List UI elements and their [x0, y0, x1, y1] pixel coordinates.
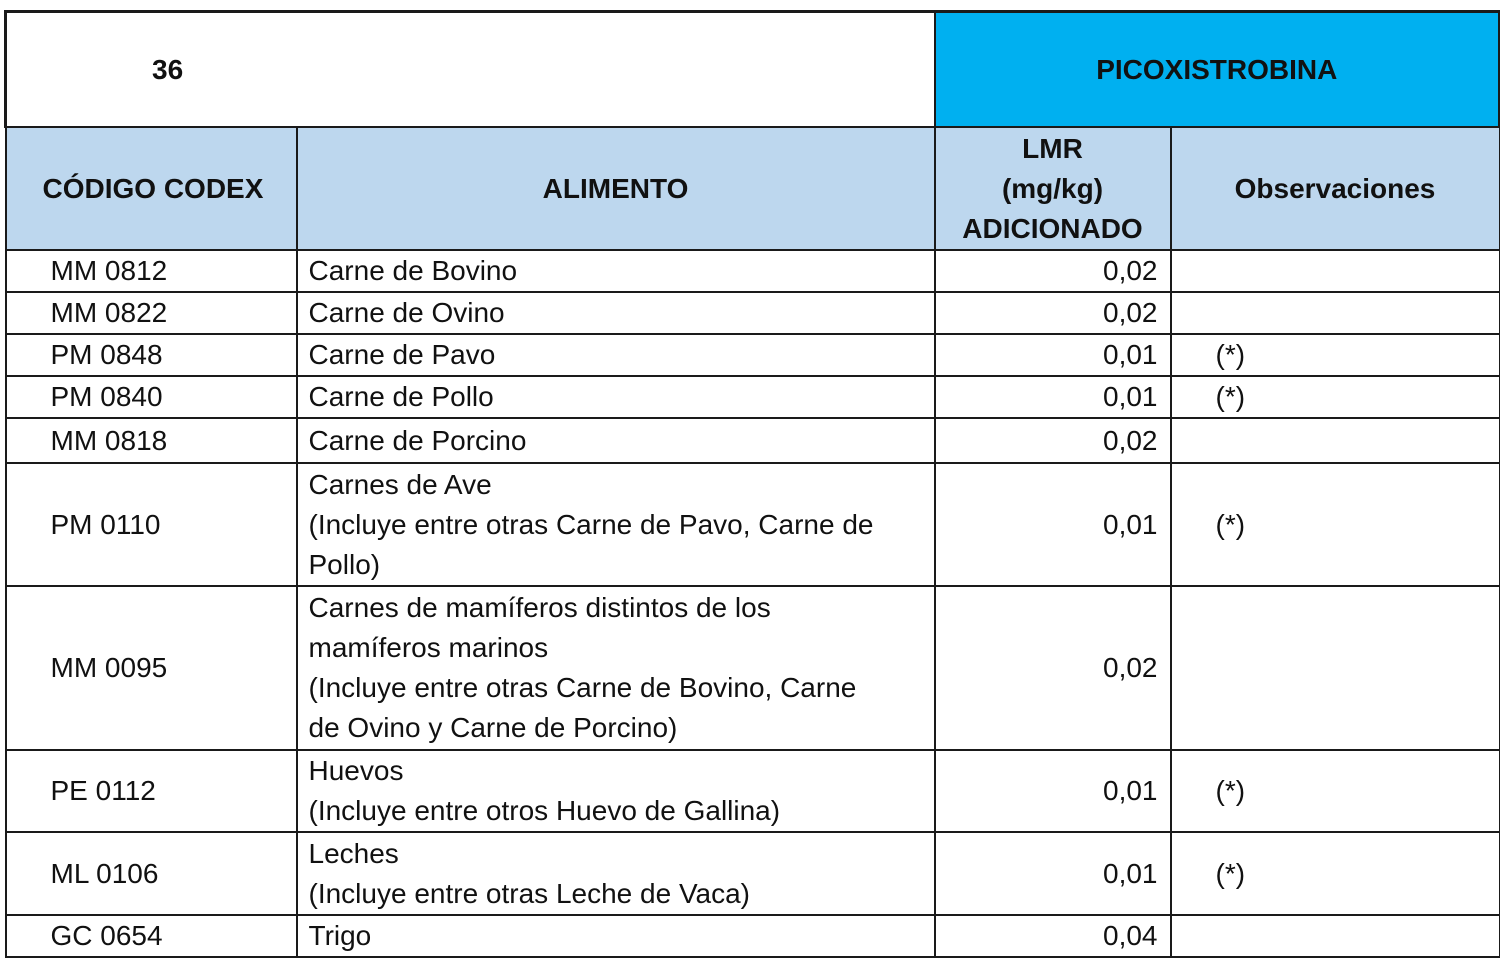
table-row: [6, 586, 1500, 750]
observation-cell: [1171, 418, 1500, 463]
food-text-line: de Ovino y Carne de Porcino): [308, 712, 678, 743]
header-codigo-codex: CÓDIGO CODEX: [6, 127, 297, 250]
table-body: [6, 12, 1500, 958]
lmr-value-cell: 0,01: [935, 463, 1171, 586]
food-cell: [297, 418, 935, 463]
observation-cell: [1171, 250, 1500, 292]
codex-code-cell: GC 0654: [6, 915, 297, 957]
food-text-line: (Incluye entre otras Leche de Vaca): [308, 877, 751, 909]
food-cell: [297, 586, 935, 750]
food-text-line: (Incluye entre otros Huevo de Gallina): [308, 795, 781, 826]
header-lmr-line3: ADICIONADO: [962, 212, 1143, 244]
table-row: [6, 292, 1500, 334]
lmr-value-cell: 0,02: [935, 250, 1171, 292]
observation-cell: (*): [1171, 376, 1500, 418]
header-lmr: [935, 127, 1171, 250]
codex-code-cell: ML 0106: [6, 832, 297, 915]
observation-cell: (*): [1171, 463, 1500, 586]
food-text-line: mamíferos marinos: [308, 632, 549, 663]
codex-code-cell: PE 0112: [6, 750, 297, 832]
table-row: [6, 915, 1500, 957]
lmr-value-cell: 0,02: [935, 418, 1171, 463]
header-lmr-line2: (mg/kg): [1001, 172, 1104, 204]
codex-code-cell: MM 0095: [6, 586, 297, 750]
food-text-line: (Incluye entre otras Carne de Pavo, Carne de: [308, 508, 874, 540]
codex-code-cell: PM 0840: [6, 376, 297, 418]
table-row: [6, 832, 1500, 915]
food-text-line: Huevos: [308, 755, 404, 786]
table-row: [6, 750, 1500, 832]
lmr-value-cell: 0,02: [935, 586, 1171, 750]
table-row: [6, 250, 1500, 292]
food-cell: [297, 292, 935, 334]
lmr-table: [4, 10, 1500, 958]
codex-code-cell: PM 0848: [6, 334, 297, 376]
lmr-value-cell: 0,01: [935, 376, 1171, 418]
lmr-value-cell: 0,04: [935, 915, 1171, 957]
food-text-line: Carnes de mamíferos distintos de los: [308, 592, 771, 623]
food-text-line: (Incluye entre otras Carne de Bovino, Carne: [308, 672, 857, 703]
food-cell: [297, 250, 935, 292]
food-text-line: Pollo): [308, 548, 381, 580]
table-row: [6, 418, 1500, 463]
observation-cell: (*): [1171, 750, 1500, 832]
observation-cell: [1171, 292, 1500, 334]
codex-code-cell: MM 0822: [6, 292, 297, 334]
lmr-value-cell: 0,01: [935, 832, 1171, 915]
food-cell: [297, 463, 935, 586]
food-text-line: Trigo: [308, 920, 372, 951]
food-text-line: Leches: [308, 837, 399, 869]
lmr-value-cell: 0,01: [935, 750, 1171, 832]
food-text-line: Carne de Bovino: [308, 255, 518, 286]
codex-code-cell: MM 0812: [6, 250, 297, 292]
table-row: [6, 334, 1500, 376]
substance-name: PICOXISTROBINA: [935, 12, 1500, 128]
header-lmr-line1: LMR: [1022, 132, 1083, 164]
lmr-value-cell: 0,02: [935, 292, 1171, 334]
food-cell: [297, 376, 935, 418]
observation-cell: (*): [1171, 832, 1500, 915]
header-row: [6, 127, 1500, 250]
food-cell: [297, 832, 935, 915]
lmr-value-cell: 0,01: [935, 334, 1171, 376]
food-text-line: Carne de Pollo: [308, 381, 494, 412]
food-cell: [297, 750, 935, 832]
entry-number: 36: [6, 12, 935, 128]
food-text-line: Carnes de Ave: [308, 468, 492, 500]
table-row: [6, 376, 1500, 418]
codex-code-cell: PM 0110: [6, 463, 297, 586]
food-text-line: Carne de Ovino: [308, 297, 505, 328]
table-row: [6, 463, 1500, 586]
observation-cell: (*): [1171, 334, 1500, 376]
header-alimento: ALIMENTO: [297, 127, 935, 250]
food-text-line: Carne de Porcino: [308, 424, 527, 456]
food-cell: [297, 334, 935, 376]
food-text-line: Carne de Pavo: [308, 339, 496, 370]
title-row: [6, 12, 1500, 128]
codex-code-cell: MM 0818: [6, 418, 297, 463]
food-cell: [297, 915, 935, 957]
observation-cell: [1171, 915, 1500, 957]
header-observaciones: Observaciones: [1171, 127, 1500, 250]
observation-cell: [1171, 586, 1500, 750]
